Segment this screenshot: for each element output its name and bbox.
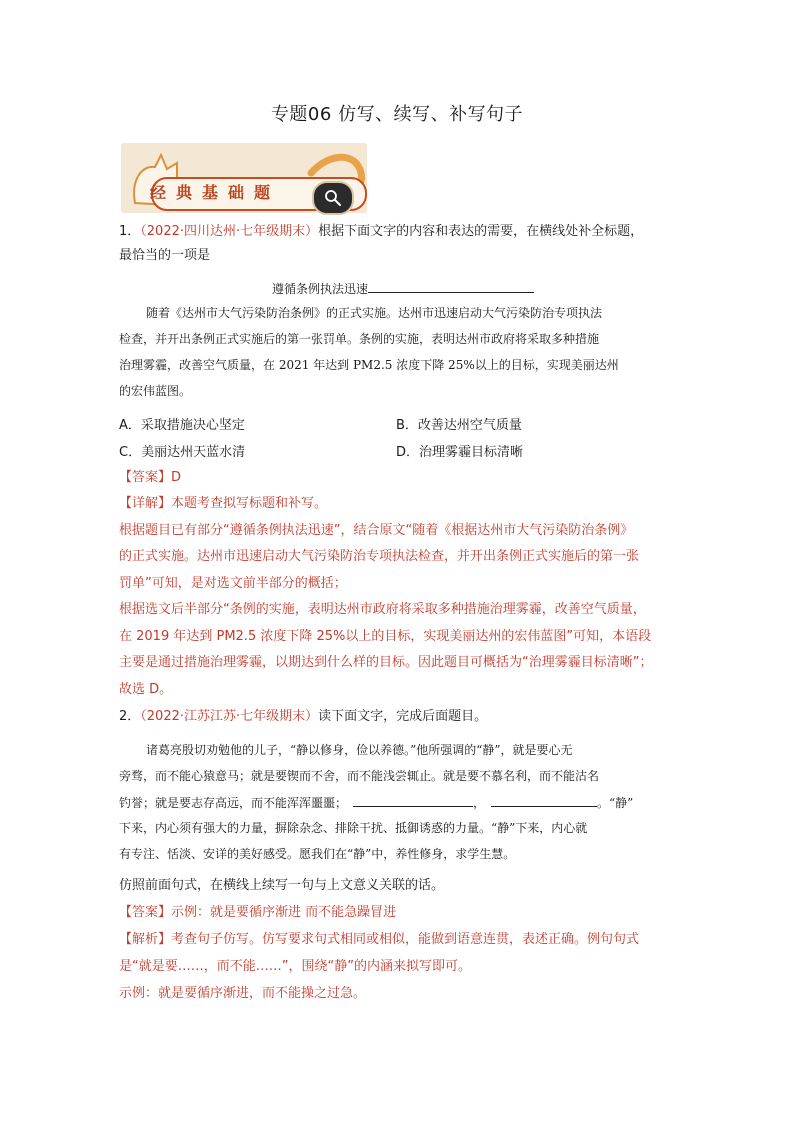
- q2-analysis: [119, 930, 639, 950]
- q2-analysis-line: 是“就是要……，而不能……”，围绕“静”的内涵来拟写即可。: [119, 959, 471, 974]
- answer-tag: 【答案】: [119, 470, 172, 485]
- q2-passage-line: 诸葛亮殷切劝勉他的儿子，“静以修身，俭以养德。”他所强调的“静”，就是要心无: [146, 743, 573, 757]
- q1-blank: [368, 278, 534, 293]
- q1-number: 1．: [119, 224, 141, 239]
- q2-analysis-text: 考查句子仿写。仿写要求句式相同或相似，能做到语意连贯，表述正确。例句句式: [171, 932, 640, 947]
- q2-instruction: 仿照前面句式，在横线上续写一句与上文意义关联的话。: [119, 878, 445, 893]
- q2-passage-line: 旁骛，而不能心猿意马；就是要锲而不舍，而不能浅尝辄止。就是要不慕名利，而不能沽名: [119, 769, 600, 783]
- q1-detail-line: 故选 D。: [119, 682, 173, 697]
- q1-passage-line: 检查，并开出条例正式实施后的第一张罚单。条例的实施，表明达州市政府将采取多种措施: [119, 332, 600, 346]
- q1-headline: [272, 278, 534, 299]
- detail-tag: 【详解】: [119, 496, 172, 511]
- q2-stem: [119, 707, 487, 727]
- q2-example: 示例：就是要循序渐进，而不能操之过急。: [119, 986, 367, 1001]
- page-title: 专题06 仿写、续写、补写句子: [270, 104, 524, 125]
- q2-blank-2: [491, 792, 597, 807]
- q1-detail-line: 根据题目已有部分“遵循条例执法迅速”，结合原文“随着《根据达州市大气污染防治条例》: [119, 523, 634, 538]
- q1-stem: [119, 222, 643, 242]
- q2-stem-text: 读下面文字，完成后面题目。: [318, 709, 488, 724]
- q2-passage-end: 。“静”: [597, 796, 634, 810]
- q1-option-d: D．治理雾霾目标清晰: [396, 445, 524, 460]
- banner-label: 经典基础题: [150, 183, 281, 202]
- q2-passage-text: 钓誉；就是要志存高远，而不能浑浑噩噩；: [119, 796, 348, 810]
- q1-stem-cont: 最恰当的一项是: [119, 248, 211, 263]
- q1-detail-intro: 本题考查拟写标题和补写。: [171, 496, 328, 511]
- q2-number: 2．: [119, 709, 141, 724]
- q1-passage-line: 治理雾霾，改善空气质量，在 2021 年达到 PM2.5 浓度下降 25%以上的目标，实现美丽达州: [119, 358, 619, 372]
- q1-detail-line: 的正式实施。达州市迅速启动大气污染防治专项执法检查，并开出条例正式实施后的第一张: [119, 549, 640, 564]
- q1-answer-value: D: [171, 470, 182, 485]
- q2-answer: [119, 903, 396, 923]
- q2-answer-value: 示例：就是要循序渐进 而不能急躁冒进: [171, 905, 397, 920]
- q1-headline-text: 遵循条例执法迅速: [272, 282, 369, 296]
- q2-passage-line-blanks: [119, 792, 633, 813]
- q1-option-c: C．美丽达州天蓝水清: [119, 445, 246, 460]
- answer-tag: 【答案】: [119, 905, 172, 920]
- analysis-tag: 【解析】: [119, 932, 172, 947]
- search-icon: [324, 189, 342, 207]
- q2-blank-1: [353, 792, 473, 807]
- q1-detail: [119, 494, 327, 514]
- q2-passage-sep: ，: [473, 796, 486, 810]
- q2-passage-line: 有专注、恬淡、安详的美好感受。愿我们在“静”中，养性修身，求学生慧。: [119, 847, 516, 861]
- q1-detail-line: 主要是通过措施治理雾霾，以期达到什么样的目标。因此题目可概括为“治理雾霾目标清晰”；: [119, 655, 653, 670]
- q2-passage-line: 下来，内心须有强大的力量，摒除杂念、排除干扰、抵御诱惑的力量。“静”下来，内心就: [119, 821, 588, 835]
- q2-source: （2022·江苏江苏·七年级期末）: [140, 709, 319, 724]
- q1-detail-line: 罚单”可知，是对选文前半部分的概括；: [119, 576, 347, 591]
- q1-option-b: B．改善达州空气质量: [396, 418, 522, 433]
- q1-detail-line: 根据选文后半部分“条例的实施，表明达州市政府将采取多种措施治理雾霾，改善空气质量，: [119, 602, 646, 617]
- q1-source: （2022·四川达州·七年级期末）: [140, 224, 319, 239]
- banner-search-badge: [312, 181, 354, 215]
- q1-detail-line: 在 2019 年达到 PM2.5 浓度下降 25%以上的目标，实现美丽达州的宏伟蓝图”可知，本语段: [119, 629, 652, 644]
- q1-passage-line: 的宏伟蓝图。: [119, 384, 192, 398]
- q1-stem-text: 根据下面文字的内容和表达的需要，在横线处补全标题，: [318, 224, 644, 239]
- q1-passage-line: 随着《达州市大气污染防治条例》的正式实施。达州市迅速启动大气污染防治专项执法: [146, 306, 603, 320]
- q1-answer: [119, 468, 181, 488]
- q1-option-a: A．采取措施决心坚定: [119, 418, 245, 433]
